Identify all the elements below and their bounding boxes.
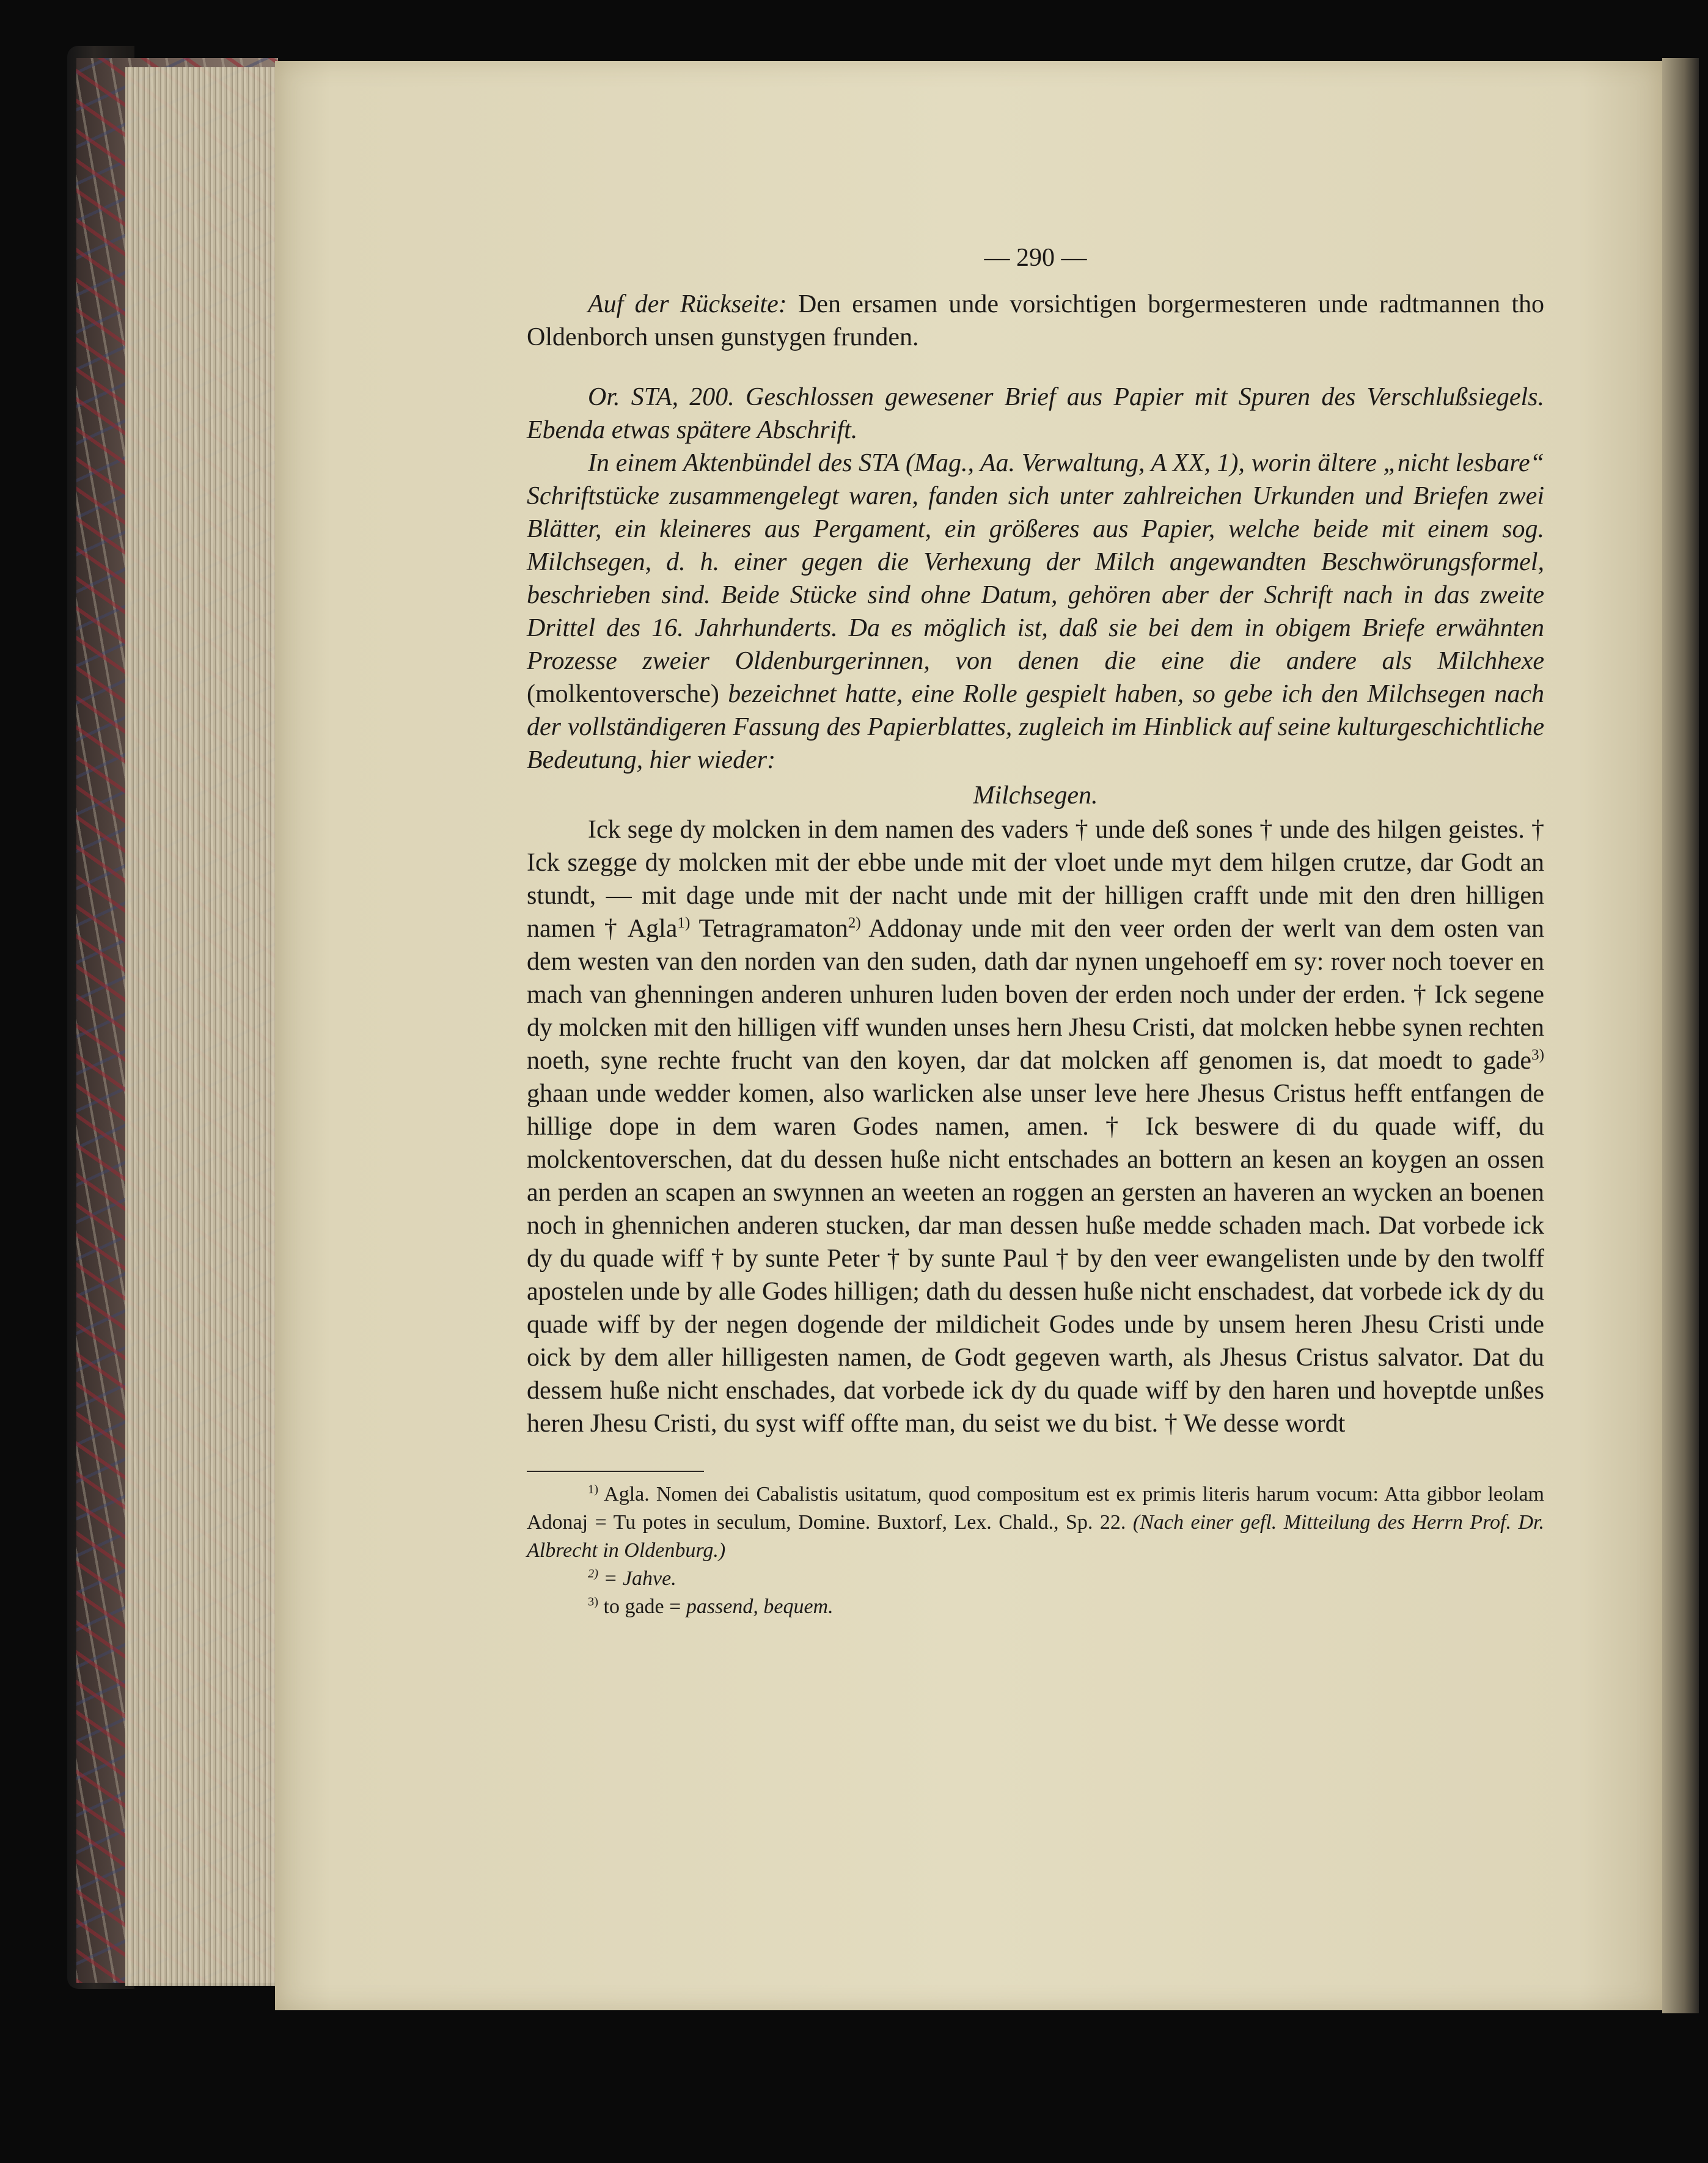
footnote-2 (527, 1565, 1544, 1593)
footnote-2-mark: 2) (588, 1567, 598, 1581)
milchsegen-text-c: Addonay unde mit den veer orden der werlt van dem osten van dem westen van den norden van den suden, dath dar nynen ungehoeff em sy: rover noch toever en mach van ghenningen anderen unhuren luden boven der erden noch under der erden. † Ick segene dy molcken mit den hilligen viff wunden unses hern Jhesu Cristi, dat molcken hebbe synen rechten noeth, syne rechte frucht van den koyen, dar dat molcken aff genomen is, dat moedt to gade (527, 915, 1544, 1075)
paragraph-address (527, 288, 1544, 354)
footnote-2-text: = Jahve. (598, 1567, 676, 1590)
footnote-1 (527, 1480, 1544, 1565)
footnote-ref-2[interactable]: 2) (848, 915, 861, 931)
footnote-1-mark: 1) (588, 1482, 598, 1496)
milchsegen-text-d: ghaan unde wedder komen, also warlicken alse unser leve here Jhesus Cristus hefft entfangen de hillige dope in dem waren Godes namen, amen. † Ick beswere di du quade wiff, du molckentoverschen, dat du dessen huße nicht entschades an bottern an kesen an koygen an ossen an perden an scapen an swynnen an weeten an roggen an gersten an haveren an wycken an boenen noch in ghennichen anderen stucken, dar man dessen huße medde schaden mach. Dat vorbede ick dy du quade wiff † by sunte Peter † by sunte Paul † by den veer ewangelisten unde by den twolff apostelen unde by alle Godes hilligen; dath du dessen huße nicht enschadest, dat vorbede ick dy du quade wiff by der negen dogende der mildicheit Godes unde by unsem heren Jhesu Cristi unde oick by dem aller hilligesten namen, de Godt gegeven warth, als Jhesus Cristus salvator. Dat du dessem huße nicht enschades, dat vorbede ick dy du quade wiff by den haren und hoveptde unßes heren Jhesu Cristi, du syst wiff offte man, du seist we du bist. † We desse wordt (527, 1080, 1544, 1438)
page-gutter (1662, 58, 1699, 2013)
page-content (527, 241, 1544, 1621)
milchsegen-text-b: Tetragramaton (690, 915, 848, 943)
address-text: Den ersamen unde vorsichtigen borgermesteren unde radtmannen tho Oldenborch unsen gunstygen frunden. (527, 290, 1545, 351)
description-text-b: bezeichnet hatte, eine Rolle gespielt haben, so gebe ich den Milchsegen nach der vollständigeren Fassung des Papierblattes, zugleich im Hinblick auf seine kulturgeschichtliche Bedeutung, hier wieder: (527, 680, 1544, 774)
paragraph-description (527, 447, 1544, 777)
footnote-1-note: (Nach einer gefl. Mitteilung des Herrn Prof. Dr. Albrecht in Oldenburg.) (527, 1511, 1545, 1562)
footnote-3-mark: 3) (588, 1595, 598, 1609)
footnote-ref-1[interactable]: 1) (677, 915, 691, 931)
footnote-1-text: Agla. Nomen dei Cabalistis usitatum, quod compositum est ex primis literis harum vocum: Atta gibbor leolam Adonaj = Tu potes in seculum, Domine. Buxtorf, Lex. Chald., Sp. 22. (527, 1483, 1544, 1534)
footnote-3 (527, 1593, 1544, 1621)
footnote-ref-3[interactable]: 3) (1531, 1047, 1544, 1063)
description-term: (molkentoversche) (527, 680, 719, 708)
address-label: Auf der Rückseite: (588, 290, 787, 318)
page-number: — 290 — (984, 244, 1087, 272)
paragraph-milchsegen (527, 813, 1544, 1440)
milchsegen-text-a: Ick sege dy molcken in dem namen des vaders † unde deß sones † unde des hilgen geistes. † Ick szegge dy molcken mit der ebbe unde mit der vloet unde myt dem hilgen crutze, dar Godt an stundt, — mit dage unde mit der nacht unde mit der hilligen crafft unde mit den dren hilligen namen † Agla (527, 816, 1544, 943)
footnote-3-text: to gade = (598, 1595, 686, 1618)
description-text-a: In einem Aktenbündel des STA (Mag., Aa. Verwaltung, A XX, 1), worin ältere „nicht lesbare“ Schriftstücke zusammengelegt waren, fanden sich unter zahlreichen Urkunden und Briefen zwei Blätter, ein kleineres aus Pergament, ein größeres aus Papier, welche beide mit einem sog. Milchsegen, d. h. einer gegen die Verhexung der Milch angewandten Beschwörungsformel, beschrieben sind. Beide Stücke sind ohne Datum, gehören aber der Schrift nach in das zweite Drittel des 16. Jahrhunderts. Da es möglich ist, daß sie bei dem in obigem Briefe erwähnten Prozesse zweier Oldenburgerinnen, von denen die eine die andere als Milchhexe (527, 449, 1544, 675)
page-edges (125, 67, 281, 1986)
section-heading: Milchsegen. (973, 781, 1098, 810)
footnote-3-meaning: passend, bequem. (686, 1595, 834, 1618)
footnote-rule (527, 1471, 704, 1472)
paragraph-source: Or. STA, 200. Geschlossen gewesener Brief aus Papier mit Spuren des Verschlußsiegels. Ebenda etwas spätere Abschrift. (527, 383, 1544, 444)
